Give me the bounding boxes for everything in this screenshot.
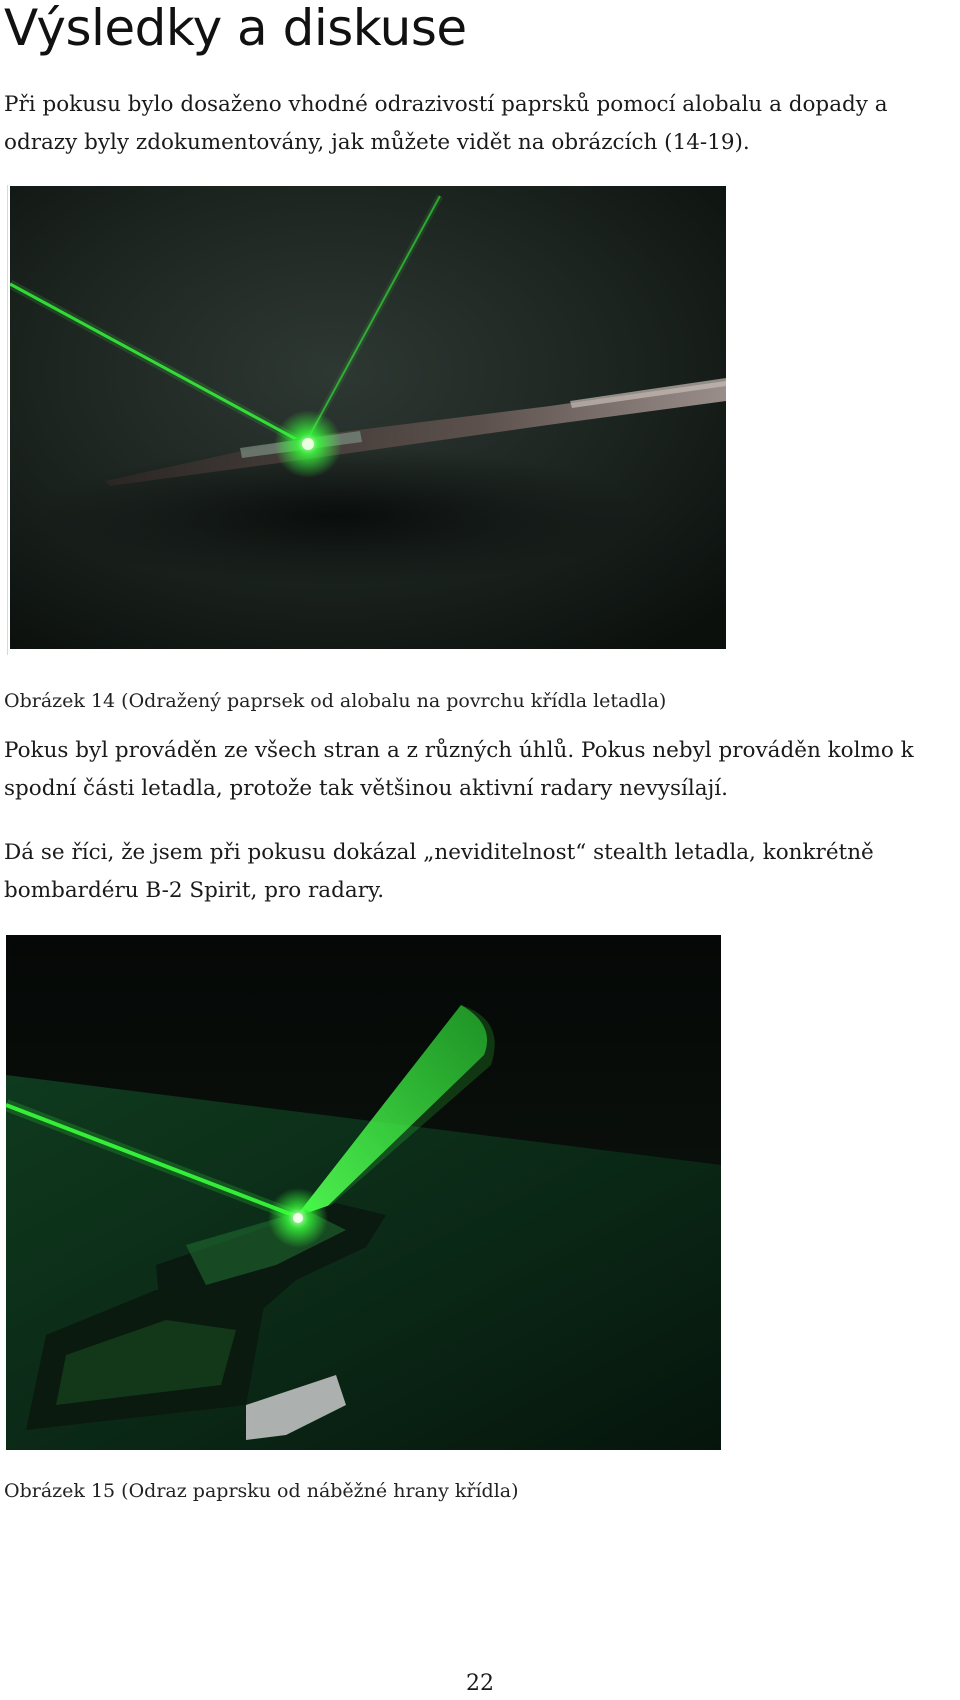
figure-14-photo (10, 186, 726, 649)
third-paragraph: Dá se říci, že jsem při pokusu dokázal „neviditelnost“ stealth letadla, konkrétně bombardéru B-2 Spirit, pro radary. (4, 840, 874, 903)
section-heading: Výsledky a diskuse (4, 0, 467, 57)
image-edge-mark (7, 185, 8, 655)
intro-paragraph: Při pokusu bylo dosaženo vhodné odrazivostí paprsků pomocí alobalu a dopady a odrazy byly zdokumentovány, jak můžete vidět na obrázcích (14-19). (4, 92, 888, 155)
figure-14-caption: Obrázek 14 (Odražený paprsek od alobalu na povrchu křídla letadla) (4, 690, 667, 712)
page-number: 22 (466, 1671, 494, 1696)
figure-15-photo (6, 935, 721, 1450)
figure-15-caption: Obrázek 15 (Odraz paprsku od náběžné hrany křídla) (4, 1480, 519, 1502)
second-paragraph: Pokus byl prováděn ze všech stran a z různých úhlů. Pokus nebyl prováděn kolmo k spodní části letadla, protože tak většinou aktivní radary nevysílají. (4, 738, 914, 801)
